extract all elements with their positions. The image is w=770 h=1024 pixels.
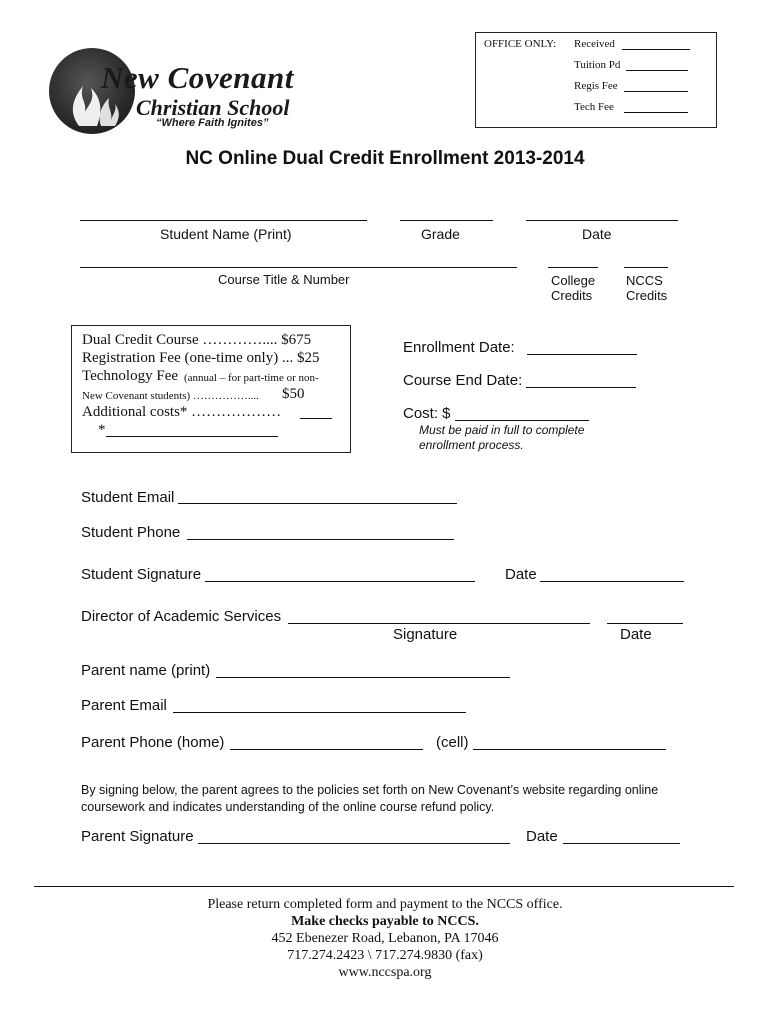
date-label: Date	[582, 226, 612, 242]
agreement-text	[81, 782, 701, 816]
parent-signature-date-label: Date	[526, 828, 558, 845]
footer-line-2: Make checks payable to NCCS.	[291, 914, 479, 929]
parent-email-line[interactable]	[173, 712, 466, 713]
director-date-label: Date	[620, 626, 652, 643]
parent-phone-label: Parent Phone (home)	[81, 734, 225, 751]
college-credits-label-2: Credits	[551, 288, 593, 303]
office-regis-line[interactable]	[624, 91, 688, 92]
student-email-line[interactable]	[178, 503, 457, 504]
parent-signature-date-line[interactable]	[563, 843, 680, 844]
student-name-label: Student Name (Print)	[160, 226, 292, 242]
footer-address: 452 Ebenezer Road, Lebanon, PA 17046	[271, 931, 499, 946]
fee-asterisk: *	[98, 422, 106, 438]
director-signature-label: Signature	[393, 626, 458, 643]
cost-note-1: Must be paid in full to complete	[419, 423, 585, 437]
page-title: NC Online Dual Credit Enrollment 2013-2014	[185, 148, 585, 169]
footer-line-1: Please return completed form and payment to the NCCS office.	[207, 897, 563, 912]
fee-additional: Additional costs* ………………	[82, 404, 282, 420]
fee-technology-line2: New Covenant students) ……………....	[82, 390, 259, 402]
course-title-label: Course Title & Number	[218, 272, 350, 287]
course-end-date-label: Course End Date:	[403, 372, 523, 389]
office-received-line[interactable]	[622, 49, 690, 50]
grade-label: Grade	[421, 226, 460, 242]
office-only-label: OFFICE ONLY:	[484, 38, 557, 50]
office-tech-label: Tech Fee	[574, 101, 614, 113]
director-label: Director of Academic Services	[81, 608, 282, 625]
student-signature-label: Student Signature	[81, 566, 202, 583]
office-tech-line[interactable]	[624, 112, 688, 113]
grade-line[interactable]	[400, 220, 493, 221]
course-end-date-line[interactable]	[526, 387, 636, 388]
cost-line[interactable]	[455, 420, 589, 421]
parent-name-label: Parent name (print)	[81, 662, 211, 679]
student-name-line[interactable]	[80, 220, 367, 221]
nccs-credits-line[interactable]	[624, 267, 668, 268]
student-signature-line[interactable]	[205, 581, 475, 582]
logo-tagline: “Where Faith Ignites”	[156, 117, 269, 129]
course-title-line[interactable]	[80, 267, 517, 268]
fee-registration: Registration Fee (one-time only) ... $25	[82, 350, 320, 366]
fee-dual-credit: Dual Credit Course ………….... $675	[82, 332, 312, 348]
student-email-label: Student Email	[81, 489, 175, 506]
agreement-line-1: By signing below, the parent agrees to the policies set forth on New Covenant’s website regarding online	[81, 783, 659, 797]
parent-signature-label: Parent Signature	[81, 828, 194, 845]
parent-email-label: Parent Email	[81, 697, 167, 714]
date-line[interactable]	[526, 220, 678, 221]
student-phone-line[interactable]	[187, 539, 454, 540]
fee-additional-line[interactable]	[300, 418, 332, 419]
fee-technology: Technology Fee	[82, 368, 179, 384]
fee-technology-note: (annual – for part-time or non-	[184, 372, 319, 384]
logo-school: Christian School	[136, 95, 290, 120]
nccs-credits-label-1: NCCS	[626, 273, 663, 288]
student-signature-date-label: Date	[505, 566, 537, 583]
fee-schedule-box	[71, 325, 351, 453]
enrollment-date-label: Enrollment Date:	[403, 339, 515, 356]
office-tuition-label: Tuition Pd	[574, 59, 621, 71]
enrollment-date-line[interactable]	[527, 354, 637, 355]
office-regis-label: Regis Fee	[574, 80, 618, 92]
footer-divider	[34, 886, 734, 887]
parent-phone-line[interactable]	[230, 749, 423, 750]
student-phone-label: Student Phone	[81, 524, 181, 541]
office-only-box	[475, 32, 717, 128]
fee-technology-amount: $50	[282, 386, 305, 402]
parent-cell-line[interactable]	[473, 749, 666, 750]
agreement-line-2: coursework and indicates understanding of the online course refund policy.	[81, 800, 495, 814]
logo-name: New Covenant	[101, 60, 294, 95]
office-received-label: Received	[574, 38, 615, 50]
director-date-line[interactable]	[607, 623, 683, 624]
college-credits-line[interactable]	[548, 267, 598, 268]
fee-asterisk-line[interactable]	[106, 436, 278, 437]
office-tuition-line[interactable]	[626, 70, 688, 71]
cost-note-2: enrollment process.	[419, 438, 524, 452]
footer-phone: 717.274.2423 \ 717.274.9830 (fax)	[287, 948, 483, 963]
parent-cell-label: (cell)	[436, 734, 469, 751]
director-signature-line[interactable]	[288, 623, 590, 624]
parent-signature-line[interactable]	[198, 843, 510, 844]
parent-name-line[interactable]	[216, 677, 510, 678]
student-signature-date-line[interactable]	[540, 581, 684, 582]
cost-label: Cost: $	[403, 405, 451, 422]
nccs-credits-label-2: Credits	[626, 288, 668, 303]
college-credits-label-1: College	[551, 273, 596, 288]
footer-website[interactable]: www.nccspa.org	[338, 965, 432, 980]
